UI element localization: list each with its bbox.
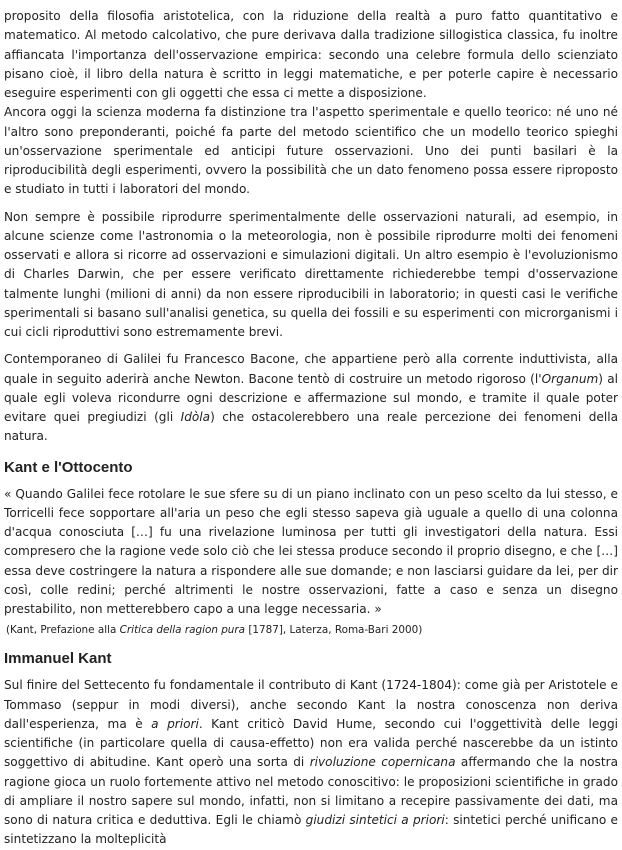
text-run: Sul finire del Settecento fu fondamentale il contributo di Kant (1724-1804): come già per Aristotele e Tommaso (seppur in modi diversi), anche secondo Kant la nostra conoscenza non deriva dall'esperienza, ma è (4, 678, 618, 731)
kant-quote (4, 485, 618, 620)
text-run: proposito della filosofia aristotelica, con la riduzione della realtà a puro fatto quantitativo e matematico. Al metodo calcolativo, che pure derivava dalla tradizione sillogistica classica, fu inoltre affiancata l'importanza dell'osservazione empirica: secondo una celebre formula dello scienziato pisano cioè, il libro della natura è scritto in leggi matematiche, e per poterle capire è necessario eseguire esperimenti con gli oggetti che essa ci mette a disposizione. (4, 9, 618, 100)
paragraph-reproducibility (4, 208, 618, 343)
text-run: affermando che la nostra ragione gioca un ruolo fortemente attivo nel metodo conoscitivo: le proposizioni scientifiche in grado di ampliare il nostro sapere sul mondo, infatti, non si limitano a recepire passivamente dei dati, ma sono di natura critica e deduttiva. Egli le chiamò (4, 755, 618, 827)
paragraph-modern-science (4, 103, 618, 199)
text-run: Contemporaneo di Galilei fu Francesco Bacone, che appartiene però alla corrente induttivista, alla quale in seguito aderirà anche Newton. Bacone tentò di costruire un metodo rigoroso (l' (4, 352, 618, 386)
emphasis-text: Idòla (180, 410, 211, 424)
emphasis-text: Critica della ragion pura (119, 624, 246, 637)
text-run: [1787], Laterza, Roma-Bari 2000) (245, 624, 423, 637)
paragraph-bacone (4, 350, 618, 446)
emphasis-text: a priori (151, 716, 199, 731)
text-run: (Kant, Prefazione alla (6, 624, 120, 637)
emphasis-text: giudizi sintetici a priori (305, 813, 445, 827)
text-run: Ancora oggi la scienza moderna fa distinzione tra l'aspetto sperimentale e quello teorico: né uno né l'altro sono preponderanti, poiché fa parte del metodo scientifico che un modello teorico spieghi un'osservazione sperimentale ed anticipi future osservazioni. Uno dei punti basilari è la riproducibilità degli esperimenti, ovvero la possibilità che un dato fenomeno possa essere riproposto e studiato in tutti i laboratori del mondo. (4, 105, 618, 197)
text-run: ) che ostacolerebbero una reale percezione dei fenomeni della natura. (4, 410, 618, 444)
text-run: : sintetici perché unificano e sintetizzano la molteplicità (4, 813, 619, 847)
text-run: . Kant criticò David Hume, secondo cui l'oggettività delle leggi scientifiche (in particolare quella di causa-effetto) non era valida perché nascerebbe da un istinto soggettivo di abitudine. Kant operò una sorta di (4, 716, 618, 770)
emphasis-text: rivoluzione copernicana (309, 755, 456, 770)
text-run: ) al quale egli voleva ricondurre ogni descrizione e affermazione sul mondo, e tramite il quale poter evitare quei pregiudizi (gli (4, 371, 618, 424)
emphasis-text: Organum (541, 371, 599, 386)
heading-kant-ottocento: Kant e l'Ottocento (4, 458, 133, 476)
text-run: Non sempre è possibile riprodurre sperimentalmente delle osservazioni naturali, ad esempio, in alcune scienze come l'astronomia o la meteorologia, non è possibile riprodurre molti dei fenomeni osservati e allora si ricorre ad osservazioni e simulazioni digitali. Un altro esempio è l'evoluzionismo di Charles Darwin, che per essere verificato direttamente richiederebbe tempi d'osservazione talmente lunghi (milioni di anni) da non essere riproducibili in laboratorio; in questi casi le verifiche sperimentali si basano sull'analisi genetica, su quella dei fossili e su esperimenti con microrganismi i cui cicli riproduttivi sono estremamente brevi. (4, 209, 618, 339)
paragraph-kant (4, 676, 618, 849)
heading-immanuel-kant: Immanuel Kant (4, 650, 112, 668)
text-run: « Quando Galilei fece rotolare le sue sfere su di un piano inclinato con un peso scelto da lui stesso, e Torricelli fece sopportare all'aria un peso che egli stesso sapeva già uguale a quello di una colonna d'acqua conosciuta […] fu una rivelazione luminosa per tutti gli investigatori della natura. Essi compresero che la ragione vede solo ciò che lei stessa produce secondo il proprio disegno, e che […] essa deve costringere la natura a rispondere alle sue domande; e non lasciarsi guidare da lei, per dir così, colle redini; perché altrimenti le nostre osservazioni, fatte a caso e senza un disegno prestabilito, non metterebbero capo a una legge necessaria. » (4, 486, 618, 616)
quote-citation (6, 622, 618, 638)
paragraph-galilei-method (4, 7, 618, 103)
